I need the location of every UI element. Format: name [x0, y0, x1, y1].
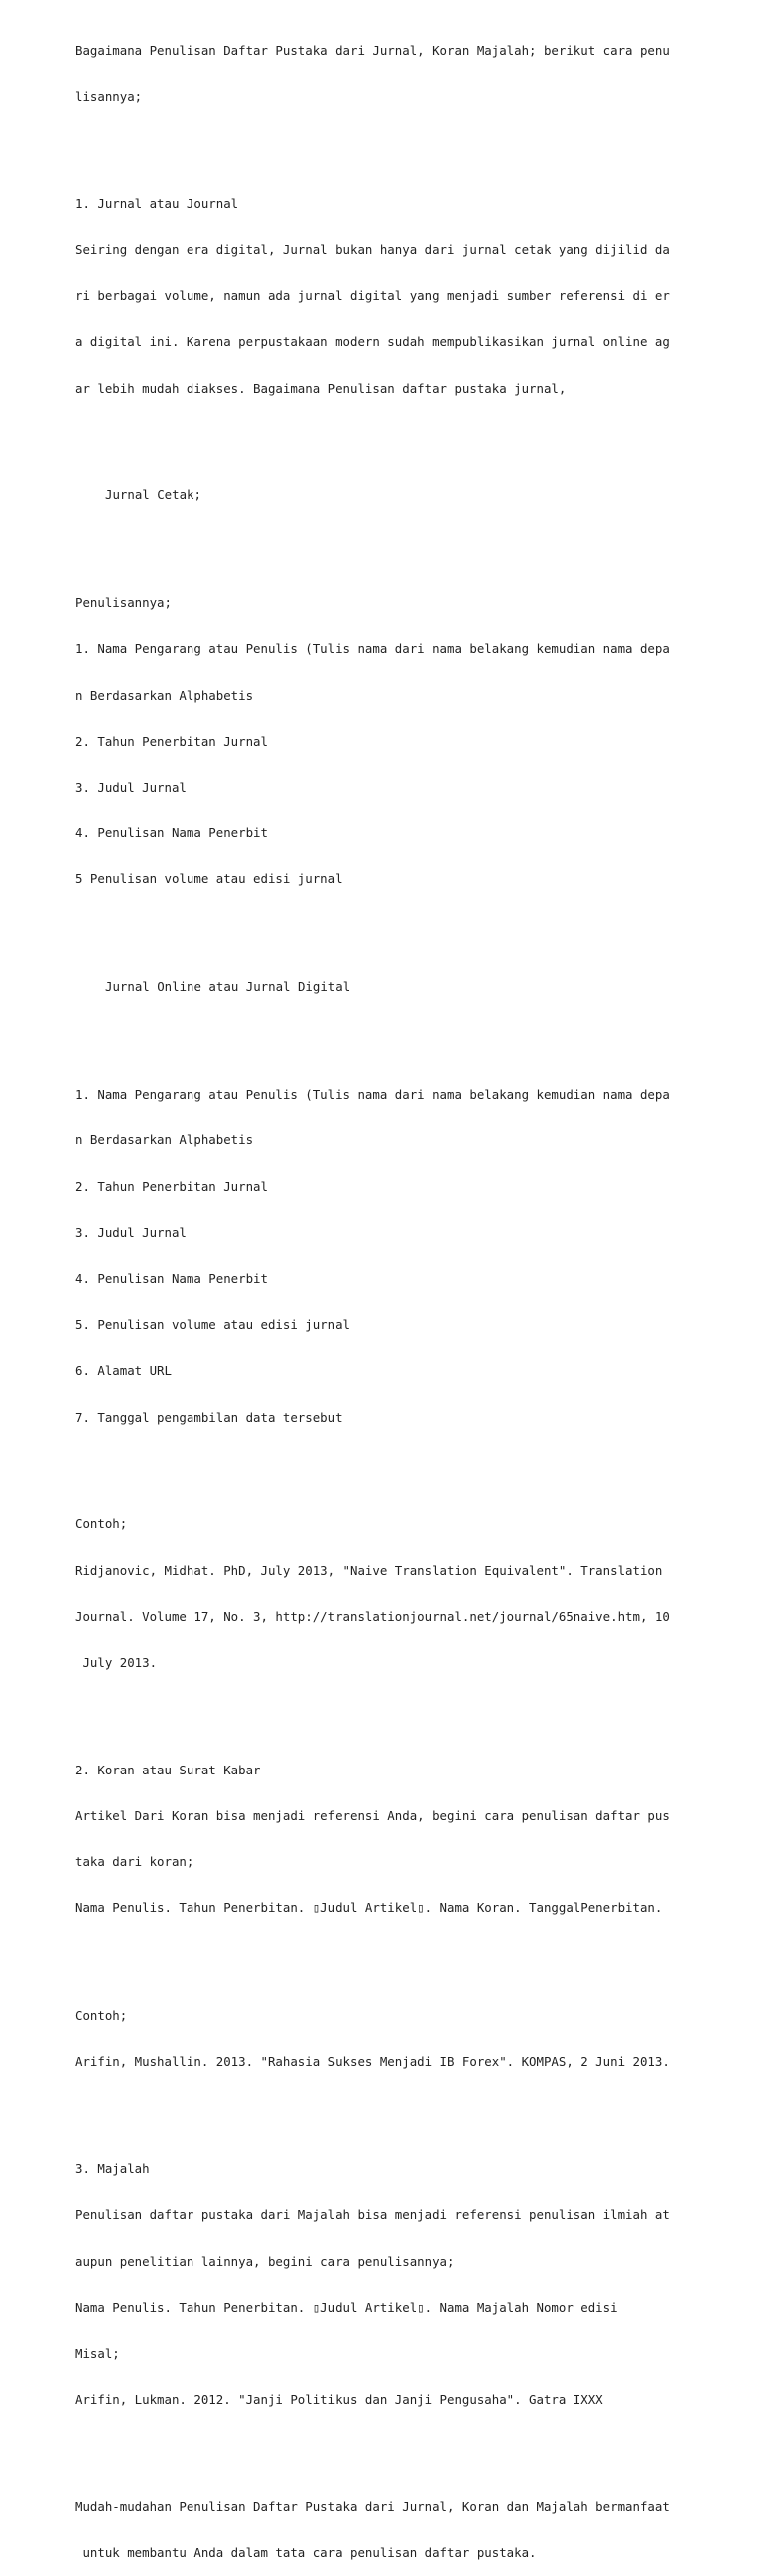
- list-item: 6. Alamat URL: [75, 1363, 172, 1379]
- majalah-desc-line: Arifin, Lukman. 2012. "Janji Politikus dan Janji Pengusaha". Gatra IXXX: [75, 2392, 603, 2408]
- list-item: 1. Nama Pengarang atau Penulis (Tulis nama dari nama belakang kemudian nama depa: [75, 1087, 670, 1103]
- contoh-label: Contoh;: [75, 2008, 128, 2024]
- spacer: [75, 918, 753, 933]
- list-item: 5. Penulisan volume atau edisi jurnal: [75, 1317, 351, 1333]
- citation-line: Arifin, Mushallin. 2013. "Rahasia Sukses Menjadi IB Forex". KOMPAS, 2 Juni 2013.: [75, 2054, 670, 2070]
- list-item: 5 Penulisan volume atau edisi jurnal: [75, 871, 343, 887]
- intro-line: lisannya;: [75, 89, 143, 105]
- jurnal-desc-line: Seiring dengan era digital, Jurnal bukan hanya dari jurnal cetak yang dijilid da: [75, 242, 670, 258]
- majalah-desc-line: Misal;: [75, 2346, 120, 2362]
- jurnal-desc-line: a digital ini. Karena perpustakaan modern sudah mempublikasikan jurnal online ag: [75, 334, 670, 350]
- spacer: [75, 2437, 753, 2452]
- spacer: [75, 135, 753, 150]
- intro-line: Bagaimana Penulisan Daftar Pustaka dari Jurnal, Koran Majalah; berikut cara penu: [75, 42, 670, 58]
- list-item: 4. Penulisan Nama Penerbit: [75, 1270, 268, 1286]
- jurnal-desc-line: ar lebih mudah diakses. Bagaimana Penulisan daftar pustaka jurnal,: [75, 380, 567, 396]
- list-item: 2. Tahun Penerbitan Jurnal: [75, 733, 268, 749]
- spacer: [75, 1026, 753, 1041]
- citation-line: Journal. Volume 17, No. 3, http://translationjournal.net/journal/65naive.htm, 10: [75, 1608, 670, 1624]
- contoh-label: Contoh;: [75, 1516, 128, 1532]
- koran-desc-line: Nama Penulis. Tahun Penerbitan. ▯Judul Artikel▯. Nama Koran. TanggalPenerbitan.: [75, 1900, 663, 1916]
- koran-desc-line: taka dari koran;: [75, 1854, 194, 1870]
- spacer: [75, 1701, 753, 1716]
- spacer: [75, 1947, 753, 1962]
- majalah-desc-line: Nama Penulis. Tahun Penerbitan. ▯Judul Artikel▯. Nama Majalah Nomor edisi: [75, 2299, 618, 2315]
- koran-desc-line: Artikel Dari Koran bisa menjadi referensi Anda, begini cara penulisan daftar pus: [75, 1807, 670, 1823]
- list-item: n Berdasarkan Alphabetis: [75, 1132, 254, 1148]
- list-item: 2. Tahun Penerbitan Jurnal: [75, 1178, 268, 1194]
- jurnal-online-title: Jurnal Online atau Jurnal Digital: [105, 979, 351, 995]
- list-item: n Berdasarkan Alphabetis: [75, 687, 254, 703]
- penulisan-label: Penulisannya;: [75, 595, 172, 611]
- document-body: [75, 12, 753, 2576]
- list-item: 3. Judul Jurnal: [75, 780, 187, 796]
- majalah-desc-line: aupun penelitian lainnya, begini cara penulisannya;: [75, 2253, 455, 2269]
- citation-line: Ridjanovic, Midhat. PhD, July 2013, "Naive Translation Equivalent". Translation: [75, 1562, 663, 1578]
- section-heading-jurnal: 1. Jurnal atau Journal: [75, 195, 239, 211]
- list-item: 7. Tanggal pengambilan data tersebut: [75, 1409, 343, 1425]
- spacer: [75, 427, 753, 442]
- list-item: 3. Judul Jurnal: [75, 1224, 187, 1240]
- jurnal-desc-line: ri berbagai volume, namun ada jurnal digital yang menjadi sumber referensi di er: [75, 288, 670, 304]
- list-item: 1. Nama Pengarang atau Penulis (Tulis nama dari nama belakang kemudian nama depa: [75, 641, 670, 657]
- closing-line: Mudah-mudahan Penulisan Daftar Pustaka dari Jurnal, Koran dan Majalah bermanfaat: [75, 2499, 670, 2515]
- spacer: [75, 2100, 753, 2115]
- section-heading-koran: 2. Koran atau Surat Kabar: [75, 1762, 261, 1777]
- spacer: [75, 534, 753, 549]
- closing-line: untuk membantu Anda dalam tata cara penulisan daftar pustaka.: [75, 2545, 537, 2561]
- majalah-desc-line: Penulisan daftar pustaka dari Majalah bisa menjadi referensi penulisan ilmiah at: [75, 2207, 670, 2223]
- section-heading-majalah: 3. Majalah: [75, 2161, 150, 2177]
- jurnal-cetak-title: Jurnal Cetak;: [105, 487, 201, 503]
- spacer: [75, 1455, 753, 1470]
- citation-line: July 2013.: [75, 1654, 158, 1670]
- list-item: 4. Penulisan Nama Penerbit: [75, 825, 268, 841]
